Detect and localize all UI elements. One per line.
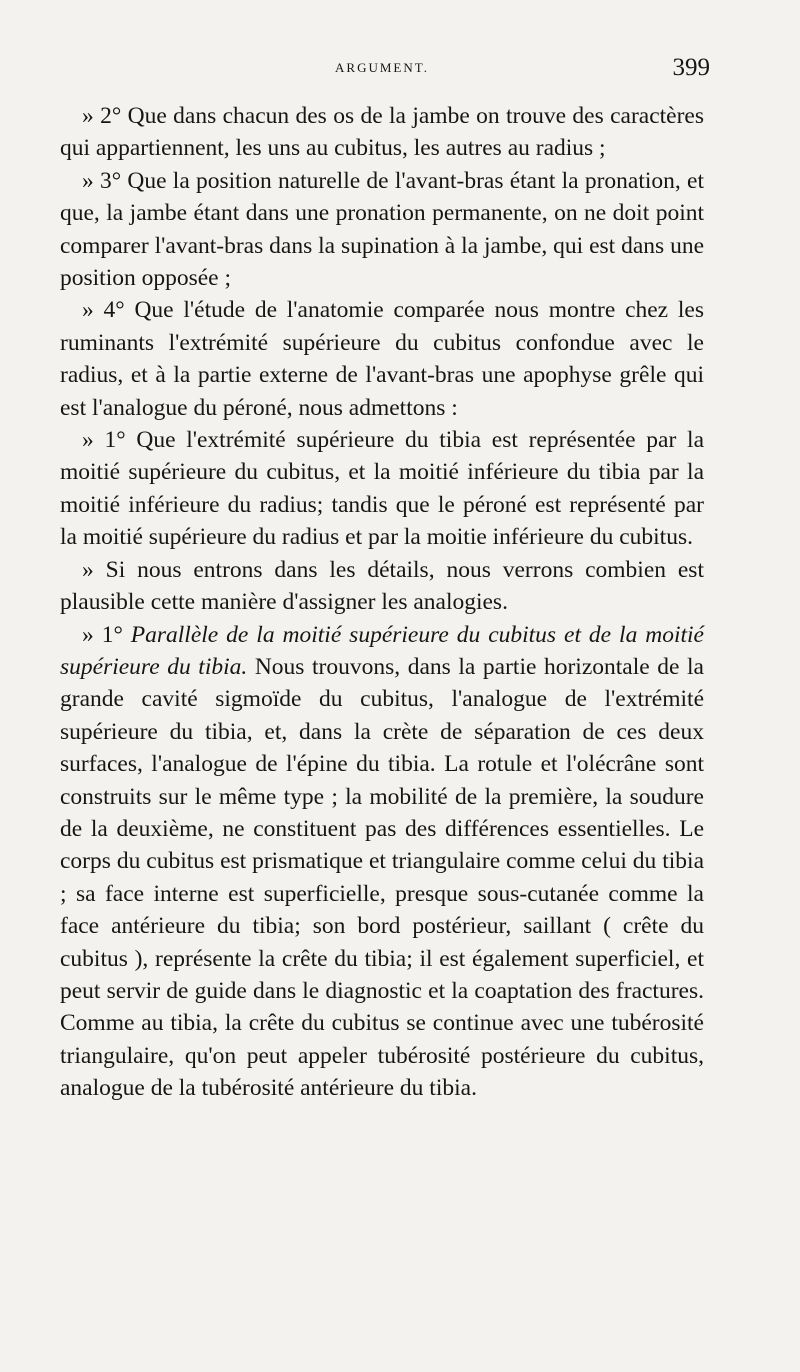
paragraph-lead: » 1° bbox=[82, 621, 131, 648]
paragraph-parallele bbox=[60, 619, 704, 1105]
paragraph-3: » 3° Que la position naturelle de l'avant-bras étant la pronation, et que, la jambe étant dans une pronation permanente, on ne doit point comparer l'avant-bras dans la supination à la jambe, qui est dans une position opposée ; bbox=[60, 167, 704, 292]
section-heading-italic: Parallèle de la moitié supérieure du cubitus et de la moitié supérieure du tibia. bbox=[60, 621, 704, 680]
text-body bbox=[60, 100, 704, 1105]
paragraph-rest: Nous trouvons, dans la partie horizontale de la grande cavité sigmoïde du cubitus, l'analogue de l'extrémité supérieure du tibia, et, dans la crète de séparation de ces deux surfaces, l'analogue de l'épine du tibia. La rotule et l'olécrâne sont construits sur le même type ; la mobilité de la première, la soudure de la deuxième, ne constituent pas des différences essentielles. Le corps du cubitus est prismatique et triangulaire comme celui du tibia ; sa face interne est superficielle, presque sous-cutanée comme la face antérieure du tibia; son bord postérieur, saillant ( crête du cubitus ), représente la crête du tibia; il est également superficiel, et peut servir de guide dans le diagnostic et la coaptation des fractures. Comme au tibia, la crête du cubitus se continue avec une tubérosité triangulaire, qu'on peut appeler tubérosité postérieure du cubitus, analogue de la tubérosité antérieure du tibia. bbox=[60, 653, 704, 1102]
page-header bbox=[60, 54, 710, 100]
running-title: ARGUMENT. bbox=[335, 60, 429, 75]
page-number: 399 bbox=[672, 54, 710, 81]
paragraph-1-tibia: » 1° Que l'extrémité supérieure du tibia est représentée par la moitié supérieure du cubitus, et la moitié inférieure du tibia par la moitié inférieure du radius; tandis que le péroné est représenté par la moitié supérieure du radius et par la moitie inférieure du cubitus. bbox=[60, 427, 704, 551]
paragraph-4: » 4° Que l'étude de l'anatomie comparée nous montre chez les ruminants l'extrémité supérieure du cubitus confondue avec le radius, et à la partie externe de l'avant-bras une apophyse grêle qui est l'analogue du péroné, nous admettons : bbox=[60, 297, 704, 421]
paragraph-details: » Si nous entrons dans les détails, nous verrons combien est plausible cette manière d'assigner les analogies. bbox=[60, 556, 704, 616]
paragraph-2: » 2° Que dans chacun des os de la jambe on trouve des caractères qui appartiennent, les uns au cubitus, les autres au radius ; bbox=[60, 103, 704, 162]
